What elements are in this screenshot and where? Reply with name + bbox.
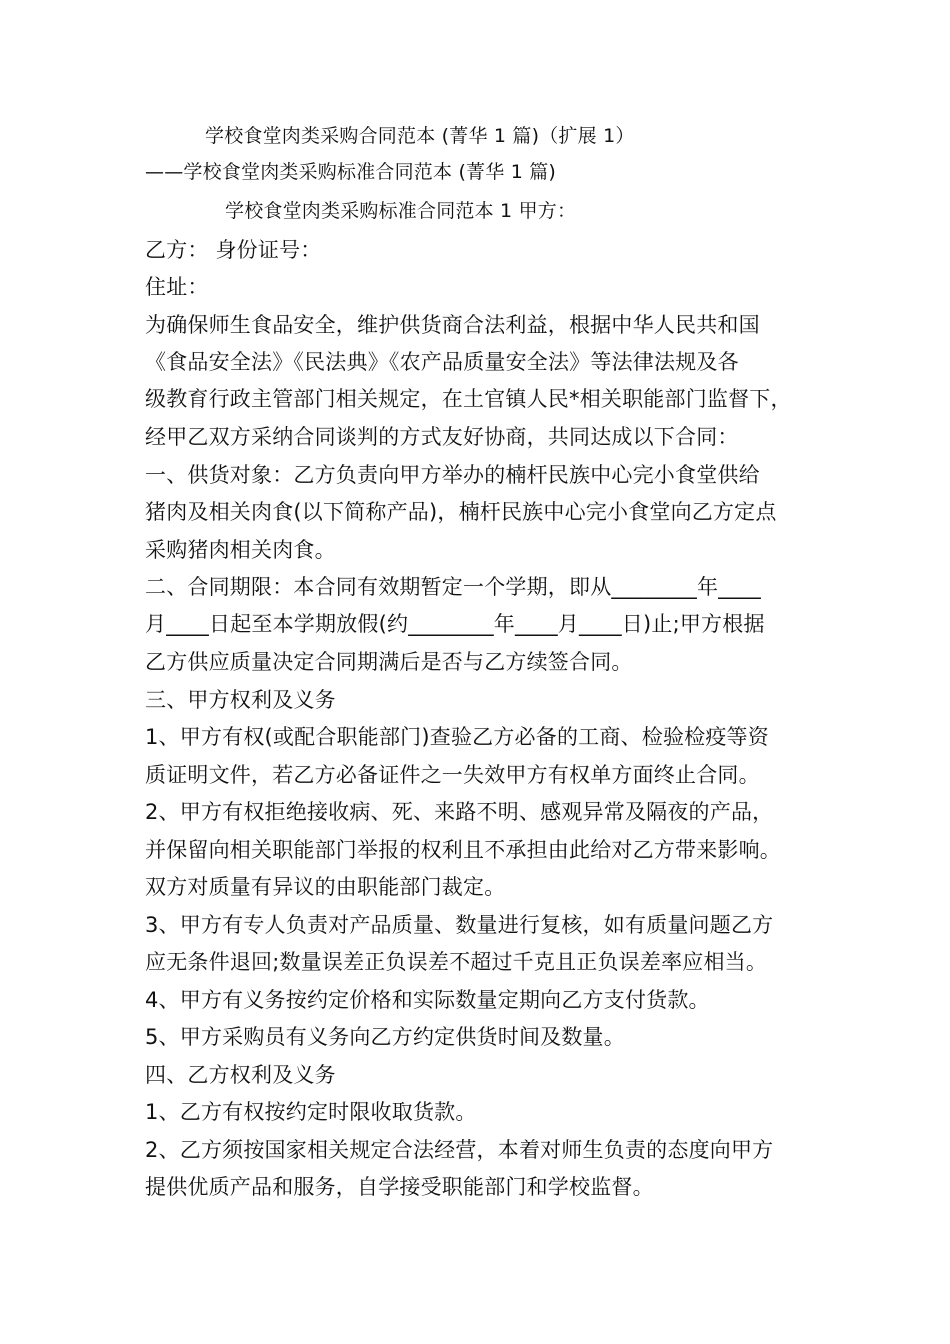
clause-line: 4、甲方有义务按约定价格和实际数量定期向乙方支付货款。	[145, 988, 710, 1012]
clause-line: 应无条件退回;数量误差正负误差不超过千克且正负误差率应相当。	[145, 950, 768, 974]
clause-line: 1、甲方有权(或配合职能部门)查验乙方必备的工商、检验检疫等资	[145, 725, 769, 749]
clause-line: 1、乙方有权按约定时限收取货款。	[145, 1100, 477, 1124]
preamble-line: 为确保师生食品安全，维护供货商合法利益，根据中华人民共和国	[145, 313, 760, 337]
clause-line: 2、乙方须按国家相关规定合法经营，本着对师生负责的态度向甲方	[145, 1138, 774, 1162]
clause-line: 3、甲方有专人负责对产品质量、数量进行复核，如有质量问题乙方	[145, 913, 774, 937]
clause-line: 采购猪肉相关肉食。	[145, 538, 336, 562]
clause-line: 并保留向相关职能部门举报的权利且不承担由此给对乙方带来影响。	[145, 838, 781, 862]
contract-heading: 学校食堂肉类采购标准合同范本 1 甲方：	[225, 200, 577, 222]
clause-line: 5、甲方采购员有义务向乙方约定供货时间及数量。	[145, 1025, 625, 1049]
clause-line: 质证明文件，若乙方必备证件之一失效甲方有权单方面终止合同。	[145, 763, 760, 787]
address-line: 住址：	[145, 275, 209, 299]
clause-line: 乙方供应质量决定合同期满后是否与乙方续签合同。	[145, 650, 633, 674]
clause-line: 双方对质量有异议的由职能部门裁定。	[145, 875, 506, 899]
section-heading: 四、乙方权利及义务	[145, 1063, 336, 1087]
party-b-line: 乙方： 身份证号：	[145, 238, 322, 262]
document-subtitle: ——学校食堂肉类采购标准合同范本 (菁华 1 篇)	[145, 161, 557, 183]
clause-line: 一、供货对象：乙方负责向甲方举办的楠杆民族中心完小食堂供给	[145, 463, 760, 487]
clause-line: 月____日起至本学期放假(约________年____月____日)止;甲方根据	[145, 612, 765, 636]
clause-line: 猪肉及相关肉食(以下简称产品)，楠杆民族中心完小食堂向乙方定点	[145, 500, 777, 524]
document-title: 学校食堂肉类采购合同范本 (菁华 1 篇)（扩展 1）	[205, 125, 635, 147]
clause-line: 2、甲方有权拒绝接收病、死、来路不明、感观异常及隔夜的产品，	[145, 800, 774, 824]
clause-line: 二、合同期限：本合同有效期暂定一个学期，即从________年____	[145, 575, 761, 599]
clause-line: 提供优质产品和服务，自学接受职能部门和学校监督。	[145, 1175, 654, 1199]
preamble-line: 级教育行政主管部门相关规定，在土官镇人民*相关职能部门监督下，	[145, 387, 792, 411]
preamble-line: 《食品安全法》《民法典》《农产品质量安全法》等法律法规及各	[145, 350, 739, 374]
preamble-line: 经甲乙双方采纳合同谈判的方式友好协商，共同达成以下合同：	[145, 425, 739, 449]
section-heading: 三、甲方权利及义务	[145, 688, 336, 712]
